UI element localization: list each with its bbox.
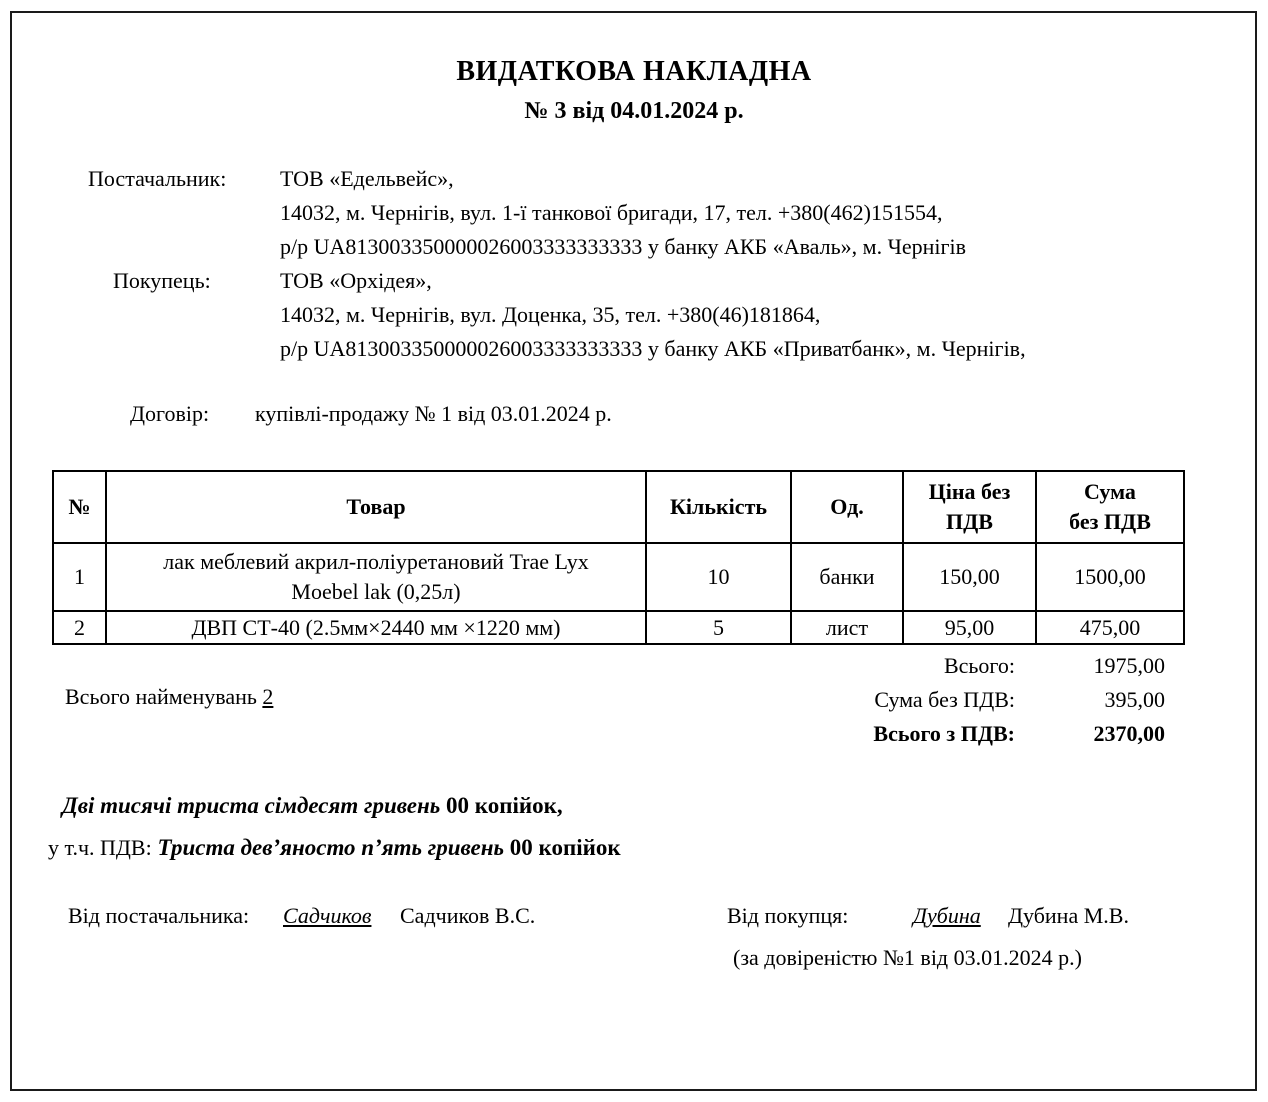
cell-qty: 5: [646, 611, 791, 644]
supplier-bank-line: р/р UA813003350000026003333333333 у банку АКБ «Аваль», м. Чернігів: [280, 234, 967, 259]
col-header-sum-line2: без ПДВ: [1069, 509, 1151, 534]
items-count-label: Всього найменувань: [65, 684, 257, 709]
cell-no: 2: [53, 611, 106, 644]
vat-words-label: у т.ч. ПДВ:: [48, 835, 152, 860]
buyer-proxy-note: (за довіреністю №1 від 03.01.2024 р.): [733, 945, 1082, 970]
totals-block: [700, 649, 1165, 751]
cell-unit: лист: [791, 611, 903, 644]
supplier-label: Постачальник:: [88, 166, 227, 191]
cell-no: 1: [53, 543, 106, 611]
amount-kopecks: 00 копійок,: [446, 793, 563, 818]
items-count: [65, 684, 273, 710]
cell-price: 95,00: [903, 611, 1036, 644]
supplier-signature-label: Від постачальника:: [68, 903, 250, 928]
buyer-label: Покупець:: [113, 268, 211, 293]
supplier-signature: Садчиков: [283, 903, 372, 928]
contract-value: купівлі-продажу № 1 від 03.01.2024 р.: [255, 401, 612, 426]
col-header-price-line2: ПДВ: [946, 509, 993, 534]
page-subtitle: № 3 від 04.01.2024 р.: [524, 98, 744, 124]
table-header-row: [53, 471, 1184, 543]
buyer-address-line: 14032, м. Чернігів, вул. Доценка, 35, тел. +380(46)181864,: [280, 302, 821, 327]
col-header-item: Товар: [106, 471, 646, 543]
supplier-signatory-name: Садчиков В.С.: [400, 903, 536, 928]
col-header-qty: Кількість: [646, 471, 791, 543]
total-value: 395,00: [1104, 687, 1165, 712]
contract-label: Договір:: [130, 401, 210, 426]
cell-item: [106, 543, 646, 611]
goods-table: [52, 470, 1185, 645]
total-label: Всього:: [943, 653, 1015, 678]
total-row-vat: [700, 683, 1165, 717]
table-row: [53, 543, 1184, 611]
col-header-unit: Од.: [791, 471, 903, 543]
total-row-subtotal: [700, 649, 1165, 683]
col-header-price-line1: Ціна без: [928, 479, 1011, 504]
supplier-name-line: ТОВ «Едельвейс»,: [280, 166, 454, 191]
buyer-signature-label: Від покупця:: [727, 903, 849, 928]
table-row: [53, 611, 1184, 644]
cell-qty: 10: [646, 543, 791, 611]
buyer-signature: Дубина: [913, 903, 981, 928]
vat-words: Триста дев’яносто п’ять гривень: [157, 835, 505, 860]
col-header-sum: [1036, 471, 1184, 543]
total-label: Всього з ПДВ:: [873, 721, 1015, 746]
buyer-name-line: ТОВ «Орхідея»,: [280, 268, 432, 293]
col-header-price: [903, 471, 1036, 543]
buyer-signatory-name: Дубина М.В.: [1008, 903, 1129, 928]
cell-sum: 1500,00: [1036, 543, 1184, 611]
items-count-value: 2: [262, 684, 274, 709]
amount-in-words-vat: [48, 835, 621, 861]
cell-unit: банки: [791, 543, 903, 611]
amount-in-words-total: [62, 793, 563, 819]
total-label: Сума без ПДВ:: [874, 687, 1015, 712]
item-line: Moebel lak (0,25л): [291, 579, 461, 604]
item-line: ДВП СТ-40 (2.5мм×2440 мм ×1220 мм): [191, 614, 561, 640]
total-value: 2370,00: [1093, 721, 1165, 746]
total-value: 1975,00: [1093, 653, 1165, 678]
cell-sum: 475,00: [1036, 611, 1184, 644]
col-header-sum-line1: Сума: [1084, 479, 1136, 504]
page-title: ВИДАТКОВА НАКЛАДНА: [456, 56, 812, 87]
total-row-grand: [700, 717, 1165, 751]
vat-kopecks: 00 копійок: [509, 835, 621, 860]
cell-item: [106, 611, 646, 644]
item-line: лак меблевий акрил-поліуретановий Trae Lyx: [163, 549, 589, 574]
buyer-bank-line: р/р UA813003350000026003333333333 у банку АКБ «Приватбанк», м. Чернігів,: [280, 336, 1026, 361]
supplier-address-line: 14032, м. Чернігів, вул. 1-ї танкової бригади, 17, тел. +380(462)151554,: [280, 200, 943, 225]
amount-words: Дві тисячі триста сімдесят гривень: [62, 793, 441, 818]
col-header-no: №: [53, 471, 106, 543]
cell-price: 150,00: [903, 543, 1036, 611]
